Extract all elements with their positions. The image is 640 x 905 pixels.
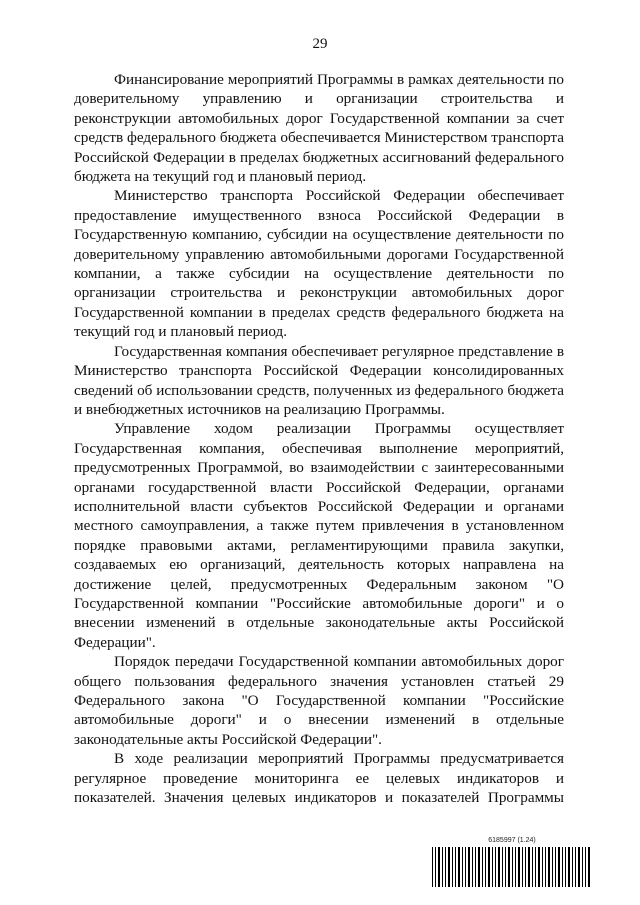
paragraph: В ходе реализации мероприятий Программы предусматривается регулярное проведение мониторинга ее целевых индикаторов и показателей. Значения целевых индикаторов и показателей Программы	[74, 750, 564, 807]
paragraph: Государственная компания обеспечивает регулярное представление в Министерство транспорта Российской Федерации консолидированных сведений об использовании средств, полученных из федерального бюджета и внебюджетных источников на реализацию Программы.	[74, 342, 564, 418]
stamp-code: 6185997 (1.24)	[488, 837, 536, 844]
body-text	[74, 70, 564, 807]
barcode-icon	[432, 847, 592, 887]
paragraph: Финансирование мероприятий Программы в рамках деятельности по доверительному управлению и организации строительства и реконструкции автомобильных дорог Государственной компании за счет средств федерального бюджета обеспечивается Министерством транспорта Российской Федерации в пределах бюджетных ассигнований федерального бюджета на текущий год и плановый период.	[74, 71, 564, 186]
paragraph: Министерство транспорта Российской Федерации обеспечивает предоставление имущественного взноса Российской Федерации в Государственную компанию, субсидии на осуществление деятельности по доверительному управлению автомобильными дорогами Государственной компании, а также субсидии на осуществление деятельности по организации строительства и реконструкции автомобильных дорог Государственной компании в пределах средств федерального бюджета на текущий год и плановый период.	[74, 187, 564, 341]
page-number: 29	[312, 36, 328, 52]
document-stamp	[432, 837, 592, 887]
paragraph: Управление ходом реализации Программы осуществляет Государственная компания, обеспечивая выполнение мероприятий, предусмотренных Программой, во взаимодействии с заинтересованными органами государственной власти Российской Федерации, органами исполнительной власти субъектов Российской Федерации и органами местного самоуправления, а также путем привлечения в установленном порядке правовыми актами, регламентирующими правила закупки, создаваемых ею организаций, деятельность которых направлена на достижение целей, предусмотренных Федеральным законом "О Государственной компании "Российские автомобильные дороги" и о внесении изменений в отдельные законодательные акты Российской Федерации".	[74, 420, 564, 651]
paragraph: Порядок передачи Государственной компании автомобильных дорог общего пользования федерального значения установлен статьей 29 Федерального закона "О Государственной компании "Российские автомобильные дороги" и о внесении изменений в отдельные законодательные акты Российской Федерации".	[74, 653, 564, 748]
